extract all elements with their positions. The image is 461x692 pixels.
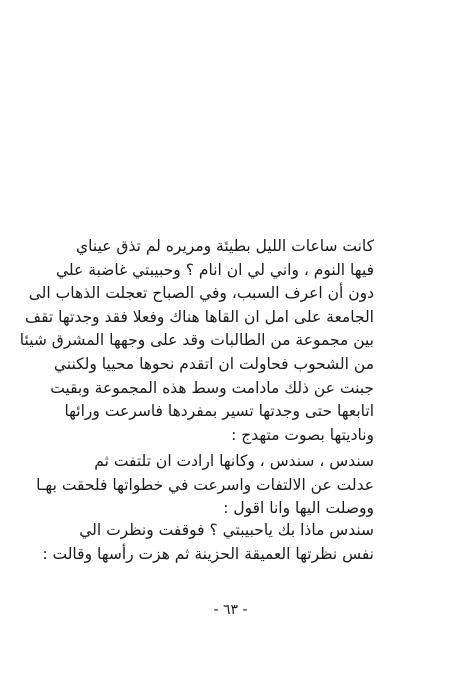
text-line: نفس نظرتها العميقة الحزينة ثم هزت رأسها وقالت : [42, 544, 374, 563]
text-line: عدلت عن الالتفات واسرعت في خطواتها فلحقت بهـا [36, 475, 374, 494]
text-line: سندس ، سندس ، وكانها ارادت ان تلتفت ثم [94, 452, 374, 470]
page-number: - ٦٣ - [213, 602, 248, 618]
text-line: جبنت عن ذلك مادامت وسط هذه المجموعة وبقيت [50, 378, 374, 397]
text-line: من الشحوب فحاولت ان اتقدم نحوها محييا ولكنني [53, 354, 374, 373]
text-line: ووصلت اليها وانا اقول : [223, 499, 374, 518]
text-line: الجامعة على امل ان القاها هناك وفعلا فقد وجدتها تقف [25, 307, 374, 326]
paragraph-1 [19, 235, 374, 447]
text-line: دون أن اعرف السبب، وفي الصباح تعجلت الذهاب الى [28, 284, 374, 303]
paragraph-3 [42, 519, 374, 566]
text-line: وناديتها بصوت متهدج : [231, 425, 374, 444]
text-line: كانت ساعات الليل بطيئة ومريره لم تذق عيناي [76, 237, 374, 255]
text-line: اتابعها حتى وجدتها تسير بمفردها فاسرعت ورائها [64, 402, 374, 421]
text-line: سندس ماذا بك ياحبيبتي ؟ فوقفت ونظرت الي [79, 521, 374, 539]
text-line: فيها النوم ، واني لي ان انام ؟ وحبيبتي غاضبة علي [55, 260, 374, 279]
text-line: بين مجموعة من الطالبات وقد على وجهها المشرق شيئا [19, 331, 374, 350]
paragraph-2 [36, 450, 374, 521]
